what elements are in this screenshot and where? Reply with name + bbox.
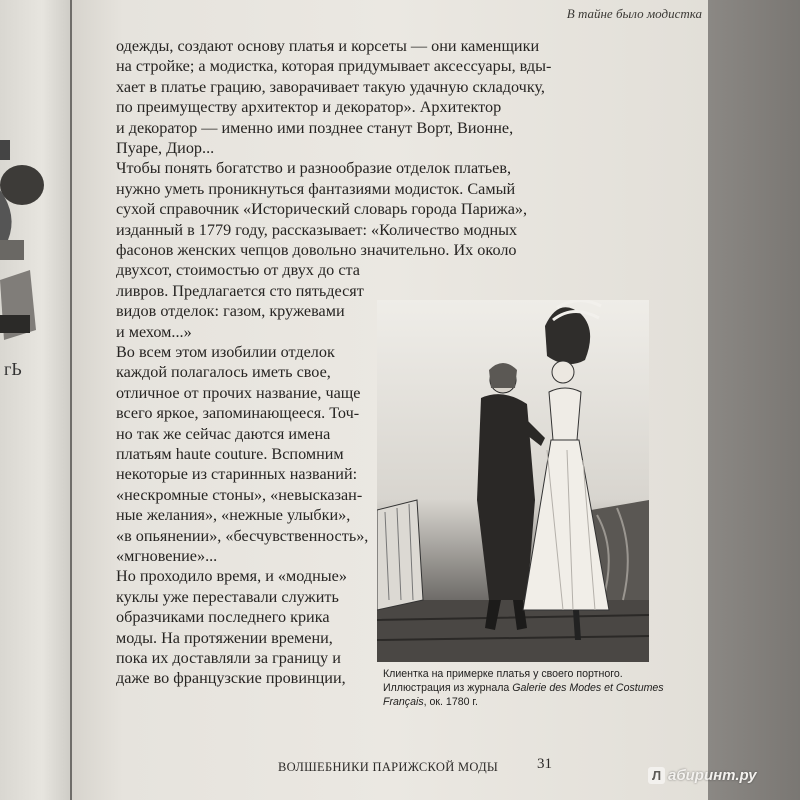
caption-journal-title-end: Français [383, 696, 424, 708]
text-line: двухсот, стоимостью от двух до ста [116, 261, 360, 280]
text-line: каждой полагалось иметь свое, [116, 363, 331, 382]
text-line: по преимуществу архитектор и декоратор». Архитектор [116, 98, 502, 117]
caption-line-3 [383, 696, 663, 709]
caption-date: , ок. 1780 г. [423, 696, 478, 708]
caption-journal-title: Galerie des Modes et Costumes [512, 682, 664, 694]
text-line: Пуаре, Диор... [116, 139, 215, 157]
text-line: ливров. Предлагается сто пятьдесят [116, 281, 364, 300]
labirint-watermark [648, 767, 757, 784]
text-line: Чтобы понять богатство и разнообразие отделок платьев, [116, 159, 512, 178]
text-line: и декоратор — именно ими позднее станут Ворт, Вионне, [116, 118, 514, 137]
caption-line-1: Клиентка на примерке платья у своего портного. [383, 668, 623, 680]
text-line: моды. На протяжении времени, [116, 628, 333, 647]
text-line: изданный в 1779 году, рассказывает: «Количество модных [116, 220, 518, 239]
right-background [708, 0, 800, 800]
watermark-text: абиринт.ру [668, 767, 757, 784]
text-line: даже во французские провинции, [116, 669, 346, 688]
text-line: Но проходило время, и «модные» [116, 567, 347, 586]
running-head: В тайне было модистка [566, 6, 702, 21]
text-line: образчиками последнего крика [116, 608, 330, 627]
text-line: всего яркое, запоминающееся. Точ- [116, 404, 360, 423]
left-page-illustration [0, 130, 60, 390]
text-line: «мгновение»... [116, 547, 218, 565]
text-line: Во всем этом изобилии отделок [116, 343, 335, 361]
text-line: и мехом...» [116, 322, 192, 341]
fitting-scene-drawing [377, 300, 649, 662]
left-page-edge [0, 0, 70, 800]
text-line: платьям haute couture. Вспомним [116, 445, 344, 463]
text-line: на стройке; а модистка, которая придумывает аксессуары, вды- [116, 57, 552, 76]
text-line: «нескромные стоны», «невысказан- [116, 485, 363, 504]
labirint-logo-icon: Л [648, 767, 665, 784]
text-line: пока их доставляли за границу и [116, 649, 341, 667]
text-line: нужно уметь проникнуться фантазиями модисток. Самый [116, 179, 516, 198]
caption-line-2 [383, 682, 663, 695]
text-line: «в опьянении», «бесчувственность», [116, 526, 369, 545]
text-line: отличное от прочих название, чаще [116, 383, 361, 402]
text-line: куклы уже переставали служить [116, 587, 339, 606]
text-line: ные желания», «нежные улыбки», [116, 506, 351, 525]
text-line: одежды, создают основу платья и корсеты — они каменщики [116, 37, 540, 55]
footer-book-title: ВОЛШЕБНИКИ ПАРИЖСКОЙ МОДЫ [278, 760, 499, 774]
svg-text:гЬ: гЬ [4, 359, 22, 379]
page-number: 31 [537, 756, 552, 772]
book-page [72, 0, 708, 800]
text-line: но так же сейчас даются имена [116, 424, 331, 443]
text-line: сухой справочник «Исторический словарь города Парижа», [116, 200, 528, 219]
text-line: хает в платье грацию, заворачивает такую удачную складочку, [116, 77, 545, 96]
caption-line-2-prefix: Иллюстрация из журнала [383, 682, 513, 694]
text-line: фасонов женских чепцов довольно значительно. Их около [116, 241, 517, 259]
engraving-illustration [377, 300, 649, 662]
text-line: некоторые из старинных названий: [116, 465, 358, 484]
text-line: видов отделок: газом, кружевами [116, 302, 345, 321]
